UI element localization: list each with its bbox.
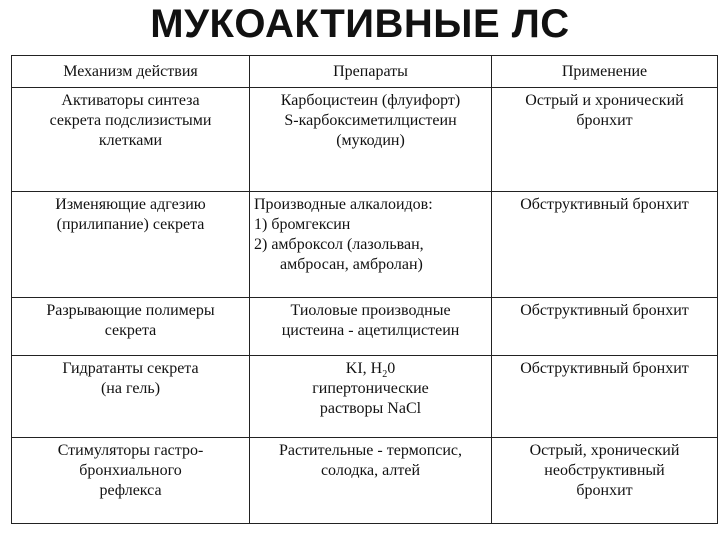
cell-line: бронхит — [576, 482, 633, 499]
formula-line — [254, 359, 487, 379]
cell-line: Растительные - термопсис, — [278, 442, 463, 459]
mechanism-cell — [12, 192, 250, 298]
mucoactive-drugs-table — [11, 55, 718, 524]
use-cell — [492, 356, 718, 438]
table-row — [12, 88, 718, 192]
cell-line: Тиоловые производные — [290, 302, 451, 319]
cell-line: солодка, алтей — [320, 462, 421, 479]
use-cell — [492, 88, 718, 192]
table-header-row — [12, 56, 718, 88]
cell-line: Производные алкалоидов: — [254, 196, 433, 213]
cell-line: 1) бромгексин — [254, 216, 351, 233]
cell-line: Разрывающие полимеры — [46, 302, 215, 319]
mechanism-cell — [12, 88, 250, 192]
use-cell — [492, 438, 718, 524]
cell-line: 2) амброксол (лазольван, — [254, 236, 424, 253]
cell-line: Обструктивный бронхит — [520, 360, 689, 377]
mechanism-cell — [12, 298, 250, 356]
cell-line: Изменяющие адгезию — [55, 196, 206, 213]
cell-line: необструктивный — [544, 462, 665, 479]
cell-line: растворы NaCl — [319, 400, 422, 417]
cell-line: Острый и хронический — [525, 92, 684, 109]
cell-line: Стимуляторы гастро- — [57, 442, 204, 459]
cell-line: Обструктивный бронхит — [520, 302, 689, 319]
cell-line: цистеина - ацетилцистеин — [281, 322, 460, 339]
mechanism-cell — [12, 438, 250, 524]
mechanism-cell — [12, 356, 250, 438]
table-row — [12, 356, 718, 438]
page-title: МУКОАКТИВНЫЕ ЛС — [150, 2, 570, 46]
table-row — [12, 438, 718, 524]
drugs-cell — [250, 438, 492, 524]
cell-line: S-карбоксиметилцистеин — [284, 112, 457, 129]
column-header-mechanism: Механизм действия — [12, 56, 250, 88]
cell-line: (мукодин) — [336, 132, 405, 149]
use-cell — [492, 298, 718, 356]
column-header-use: Применение — [492, 56, 718, 88]
cell-line: секрета подслизистыми — [49, 112, 212, 129]
cell-line: (на гель) — [100, 380, 161, 397]
formula-subscript: 2 — [382, 369, 388, 381]
cell-line: секрета — [104, 322, 157, 339]
column-header-drugs: Препараты — [250, 56, 492, 88]
cell-line: клетками — [98, 132, 163, 149]
cell-line: (прилипание) секрета — [56, 216, 205, 233]
cell-line: гипертонические — [312, 380, 429, 397]
drugs-cell — [250, 356, 492, 438]
cell-line: Гидратанты секрета — [62, 360, 199, 377]
cell-line: Обструктивный бронхит — [520, 196, 689, 213]
cell-line: бронхит — [576, 112, 633, 129]
cell-line: Активаторы синтеза — [61, 92, 200, 109]
table-row — [12, 298, 718, 356]
use-cell — [492, 192, 718, 298]
formula-text-end: 0 — [387, 360, 396, 377]
drugs-cell — [250, 192, 492, 298]
drugs-cell — [250, 88, 492, 192]
cell-line: Острый, хронический — [529, 442, 680, 459]
cell-line: Карбоцистеин (флуифорт) — [280, 92, 461, 109]
formula-text: KI, H — [345, 360, 383, 377]
drugs-cell — [250, 298, 492, 356]
table-row — [12, 192, 718, 298]
cell-line: амбросан, амбролан) — [280, 256, 423, 273]
cell-line: бронхиального — [79, 462, 182, 479]
cell-line: рефлекса — [99, 482, 162, 499]
